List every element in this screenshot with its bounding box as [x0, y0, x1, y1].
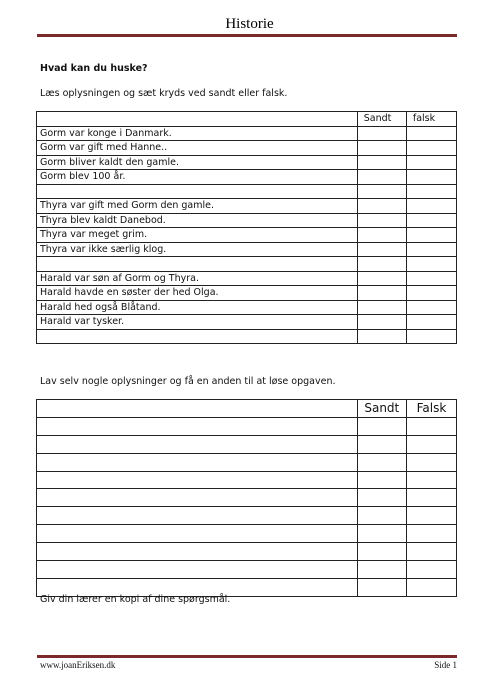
table-row	[37, 543, 457, 561]
page-title: Historie	[225, 16, 274, 32]
true-answer-cell[interactable]	[357, 286, 406, 301]
statement-cell	[37, 543, 358, 561]
statement-cell: Gorm bliver kaldt den gamle.	[37, 155, 358, 170]
true-answer-cell[interactable]	[357, 199, 406, 214]
footer-rule	[37, 655, 457, 658]
statement-header	[37, 112, 358, 127]
true-answer-cell[interactable]	[357, 471, 406, 489]
table-row	[37, 126, 457, 141]
false-answer-cell[interactable]	[406, 184, 456, 199]
table-row	[37, 435, 457, 453]
true-column-header: Sandt	[357, 112, 406, 127]
false-answer-cell[interactable]	[406, 199, 456, 214]
true-answer-cell[interactable]	[357, 228, 406, 243]
table-row	[37, 141, 457, 156]
statement-cell: Gorm var konge i Danmark.	[37, 126, 358, 141]
statement-cell: Thyra var gift med Gorm den gamle.	[37, 199, 358, 214]
header-rule	[37, 34, 457, 37]
false-answer-cell[interactable]	[406, 257, 456, 272]
false-answer-cell[interactable]	[406, 543, 456, 561]
statement-cell: Harald var søn af Gorm og Thyra.	[37, 271, 358, 286]
statement-cell	[37, 329, 358, 344]
true-answer-cell[interactable]	[357, 300, 406, 315]
footer-website: www.joanEriksen.dk	[40, 660, 116, 670]
false-answer-cell[interactable]	[406, 417, 456, 435]
statement-cell: Thyra var meget grim.	[37, 228, 358, 243]
true-false-table-1	[36, 111, 457, 344]
false-column-header: falsk	[406, 112, 456, 127]
true-answer-cell[interactable]	[357, 435, 406, 453]
statement-cell	[37, 525, 358, 543]
instruction-2: Lav selv nogle oplysninger og få en anden til at løse opgaven.	[40, 376, 336, 387]
table-header-row	[37, 112, 457, 127]
statement-cell	[37, 471, 358, 489]
true-answer-cell[interactable]	[357, 507, 406, 525]
true-column-header: Sandt	[357, 400, 406, 418]
statement-cell	[37, 507, 358, 525]
false-answer-cell[interactable]	[406, 453, 456, 471]
false-answer-cell[interactable]	[406, 561, 456, 579]
statement-cell: Thyra var ikke særlig klog.	[37, 242, 358, 257]
statement-cell: Thyra blev kaldt Danebod.	[37, 213, 358, 228]
false-answer-cell[interactable]	[406, 271, 456, 286]
table-row	[37, 300, 457, 315]
false-answer-cell[interactable]	[406, 315, 456, 330]
false-answer-cell[interactable]	[406, 141, 456, 156]
table-row	[37, 199, 457, 214]
false-column-header: Falsk	[406, 400, 456, 418]
teacher-note: Giv din lærer en kopi af dine spørgsmål.	[40, 594, 231, 605]
table-row	[37, 507, 457, 525]
section-heading: Hvad kan du huske?	[40, 63, 148, 74]
statement-cell	[37, 257, 358, 272]
statement-cell: Harald var tysker.	[37, 315, 358, 330]
table-row	[37, 329, 457, 344]
false-answer-cell[interactable]	[406, 435, 456, 453]
table-row	[37, 155, 457, 170]
true-answer-cell[interactable]	[357, 271, 406, 286]
footer-page-number: Side 1	[434, 660, 457, 670]
true-answer-cell[interactable]	[357, 453, 406, 471]
table-row	[37, 271, 457, 286]
true-answer-cell[interactable]	[357, 257, 406, 272]
statement-cell	[37, 417, 358, 435]
true-answer-cell[interactable]	[357, 561, 406, 579]
true-false-table-2	[36, 399, 457, 597]
false-answer-cell[interactable]	[406, 578, 456, 596]
true-answer-cell[interactable]	[357, 126, 406, 141]
table-row	[37, 489, 457, 507]
instruction-1: Læs oplysningen og sæt kryds ved sandt eller falsk.	[40, 88, 288, 99]
true-answer-cell[interactable]	[357, 141, 406, 156]
table-row	[37, 257, 457, 272]
true-answer-cell[interactable]	[357, 170, 406, 185]
false-answer-cell[interactable]	[406, 507, 456, 525]
statement-cell	[37, 489, 358, 507]
true-answer-cell[interactable]	[357, 184, 406, 199]
statement-cell: Gorm var gift med Hanne..	[37, 141, 358, 156]
true-answer-cell[interactable]	[357, 213, 406, 228]
statement-cell	[37, 184, 358, 199]
false-answer-cell[interactable]	[406, 471, 456, 489]
table-header-row	[37, 400, 457, 418]
table-row	[37, 170, 457, 185]
false-answer-cell[interactable]	[406, 213, 456, 228]
false-answer-cell[interactable]	[406, 329, 456, 344]
statement-cell	[37, 435, 358, 453]
true-answer-cell[interactable]	[357, 525, 406, 543]
table-row	[37, 286, 457, 301]
statement-cell	[37, 453, 358, 471]
false-answer-cell[interactable]	[406, 155, 456, 170]
true-answer-cell[interactable]	[357, 315, 406, 330]
true-answer-cell[interactable]	[357, 329, 406, 344]
table-row	[37, 315, 457, 330]
false-answer-cell[interactable]	[406, 126, 456, 141]
table-row	[37, 213, 457, 228]
table-row	[37, 228, 457, 243]
true-answer-cell[interactable]	[357, 578, 406, 596]
true-answer-cell[interactable]	[357, 242, 406, 257]
table-row	[37, 525, 457, 543]
true-answer-cell[interactable]	[357, 417, 406, 435]
false-answer-cell[interactable]	[406, 286, 456, 301]
table-row	[37, 471, 457, 489]
statement-cell: Harald hed også Blåtand.	[37, 300, 358, 315]
false-answer-cell[interactable]	[406, 170, 456, 185]
false-answer-cell[interactable]	[406, 489, 456, 507]
true-answer-cell[interactable]	[357, 155, 406, 170]
false-answer-cell[interactable]	[406, 525, 456, 543]
true-answer-cell[interactable]	[357, 543, 406, 561]
statement-header	[37, 400, 358, 418]
statement-cell: Harald havde en søster der hed Olga.	[37, 286, 358, 301]
true-answer-cell[interactable]	[357, 489, 406, 507]
statement-cell: Gorm blev 100 år.	[37, 170, 358, 185]
false-answer-cell[interactable]	[406, 228, 456, 243]
statement-cell	[37, 561, 358, 579]
table-row	[37, 242, 457, 257]
false-answer-cell[interactable]	[406, 242, 456, 257]
false-answer-cell[interactable]	[406, 300, 456, 315]
table-row	[37, 453, 457, 471]
table-row	[37, 184, 457, 199]
table-row	[37, 417, 457, 435]
table-row	[37, 561, 457, 579]
